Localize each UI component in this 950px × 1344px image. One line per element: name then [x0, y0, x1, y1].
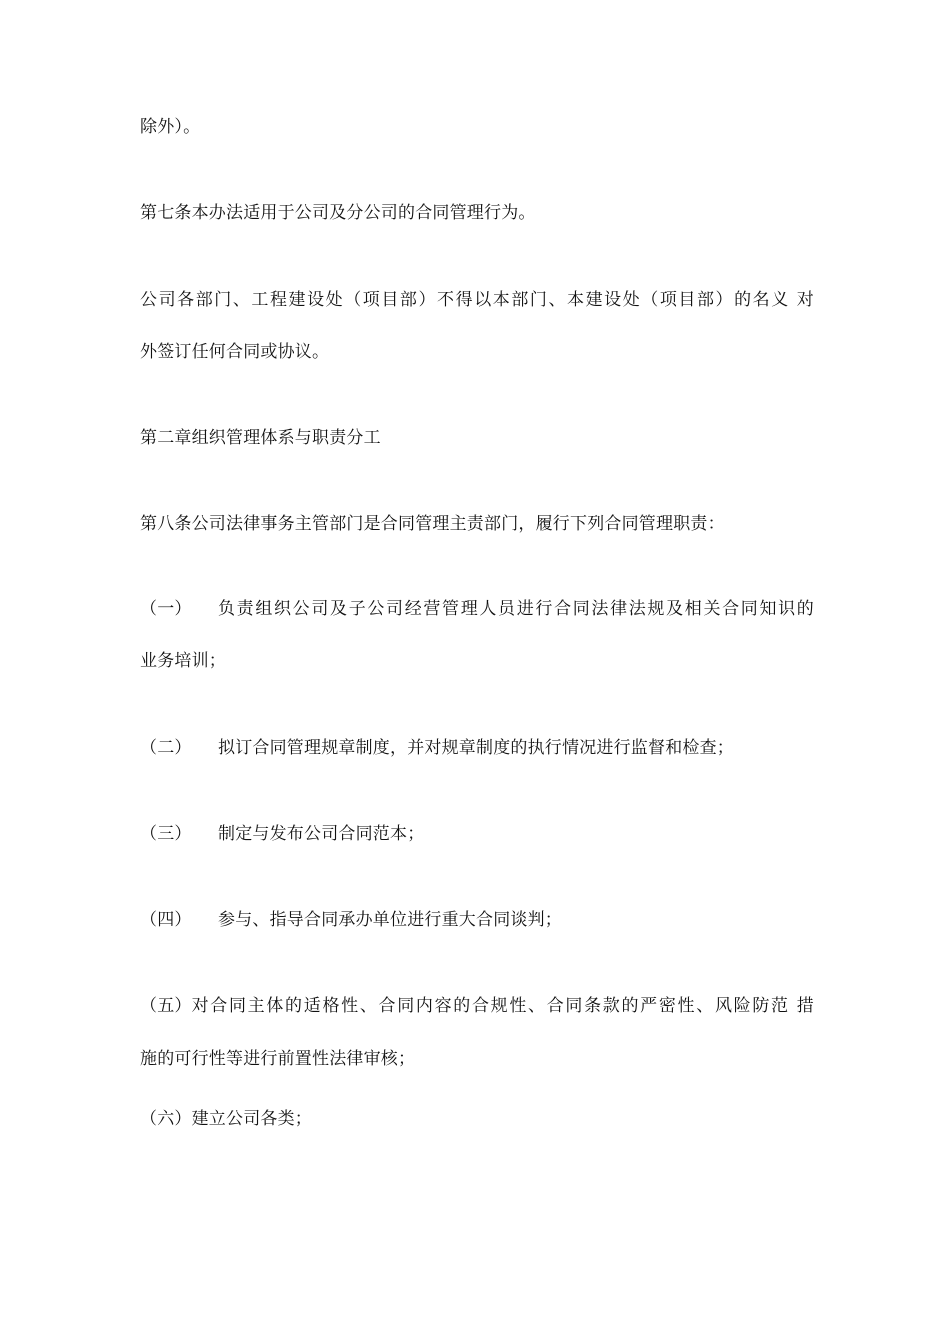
paragraph-continuation: 除外）。 [140, 117, 201, 137]
chapter-2-heading: 第二章组织管理体系与职责分工 [140, 428, 381, 448]
list-marker: （六） [140, 1109, 192, 1129]
article-8-paragraph: 第八条公司法律事务主管部门是合同管理主责部门，履行下列合同管理职责： [140, 514, 725, 534]
list-item-text: 拟订合同管理规章制度，并对规章制度的执行情况进行监督和检查； [218, 738, 734, 758]
article-7-paragraph: 第七条本办法适用于公司及分公司的合同管理行为。 [140, 203, 536, 223]
list-item-5-continuation: 施的可行性等进行前置性法律审核； [140, 1049, 416, 1069]
list-item-3 [140, 822, 814, 846]
list-item-6 [140, 1107, 814, 1131]
list-marker: （二） [140, 738, 192, 758]
department-restriction-line-2: 外签订任何合同或协议。 [140, 342, 330, 362]
list-item-4 [140, 908, 814, 932]
list-item-5 [140, 994, 814, 1018]
list-marker: （三） [140, 824, 192, 844]
list-marker: （五） [140, 996, 192, 1016]
list-item-text: 负责组织公司及子公司经营管理人员进行合同法律法规及相关合同知识的 [218, 599, 814, 619]
list-marker: （一） [140, 599, 192, 619]
list-item-1-continuation: 业务培训； [140, 651, 226, 671]
list-item-text: 制定与发布公司合同范本； [218, 824, 425, 844]
list-item-text: 建立公司各类； [191, 1109, 313, 1129]
list-item-1 [140, 597, 814, 621]
list-item-text: 对合同主体的适格性、合同内容的合规性、合同条款的严密性、风险防范 措 [191, 996, 814, 1016]
list-item-2 [140, 736, 814, 760]
department-restriction-line-1: 公司各部门、工程建设处（项目部）不得以本部门、本建设处（项目部）的名义 对 [140, 290, 814, 310]
list-marker: （四） [140, 910, 192, 930]
list-item-text: 参与、指导合同承办单位进行重大合同谈判； [218, 910, 562, 930]
